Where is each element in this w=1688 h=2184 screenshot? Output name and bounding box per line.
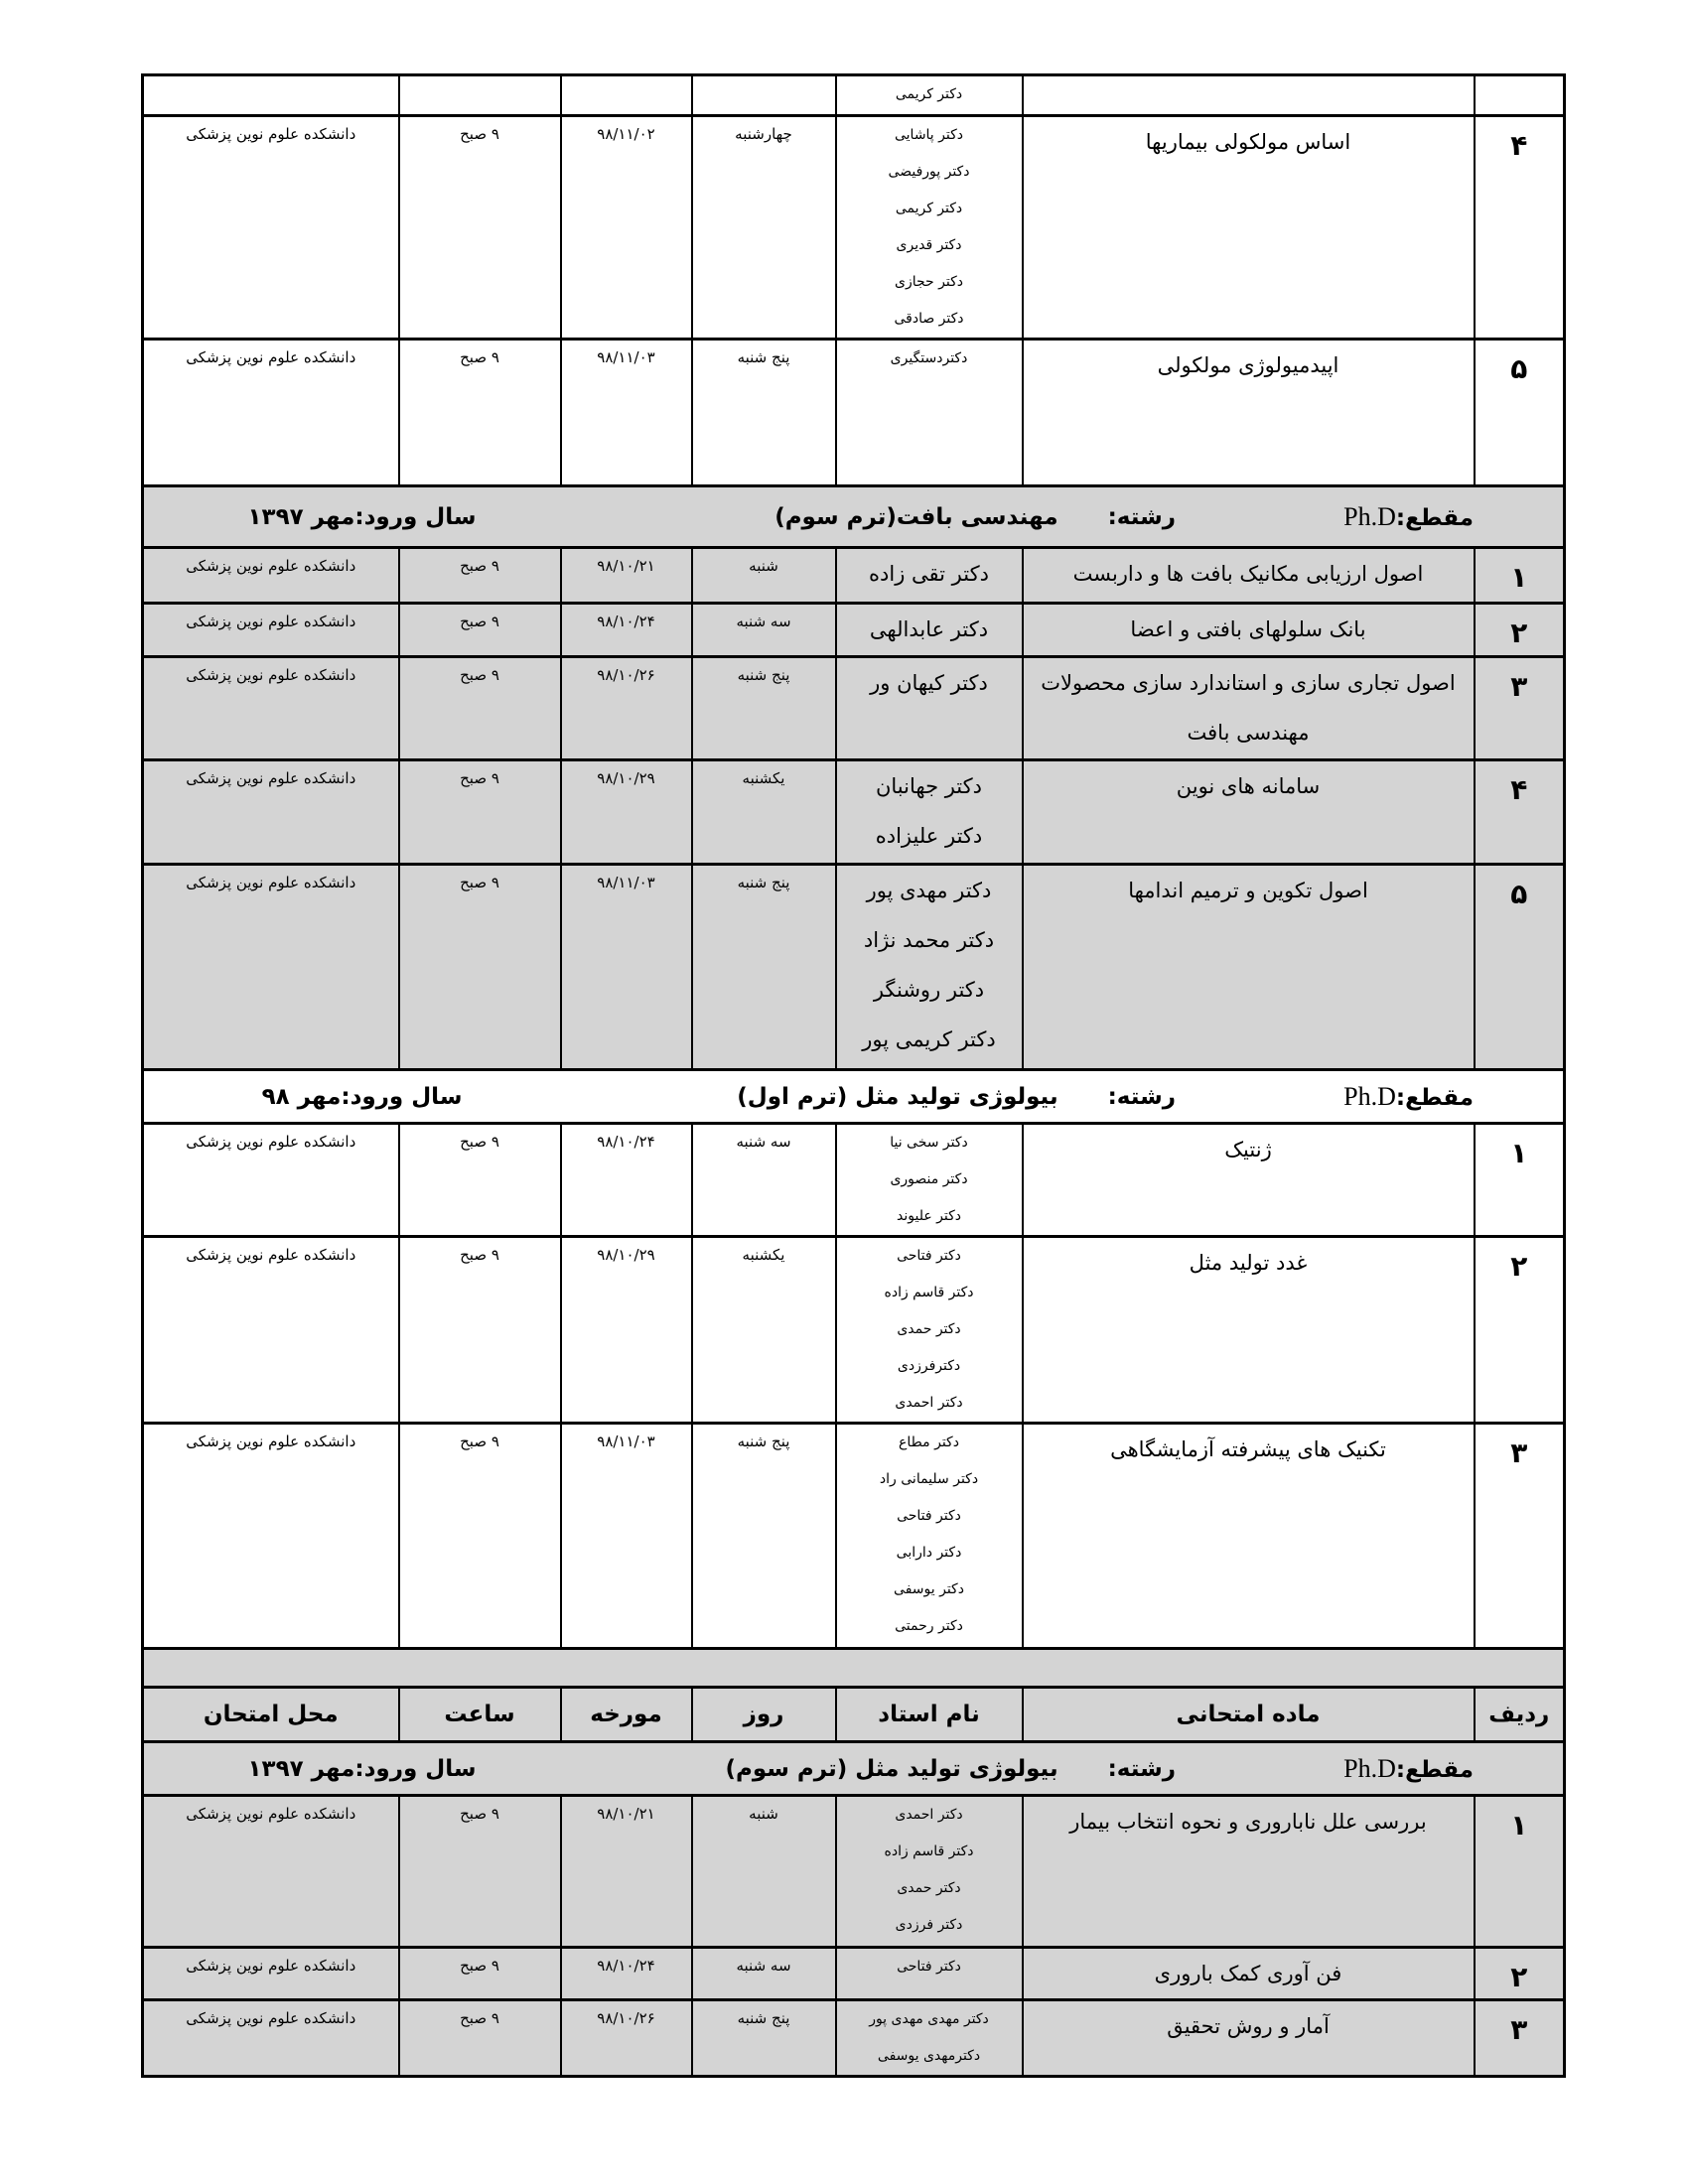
column-header: ساعت	[399, 1688, 561, 1742]
exam-location: دانشکده علوم نوین پزشکی	[143, 865, 399, 1070]
teacher-names	[836, 548, 1023, 604]
section-header-content	[144, 487, 1563, 546]
exam-time: ۹ صبح	[399, 116, 561, 340]
teacher-names	[836, 760, 1023, 865]
exam-time: ۹ صبح	[399, 604, 561, 657]
exam-day: شنبه	[692, 548, 836, 604]
exam-location: دانشکده علوم نوین پزشکی	[143, 1796, 399, 1948]
column-header-row	[143, 1688, 1565, 1742]
teacher-names	[836, 1424, 1023, 1649]
exam-subject	[1023, 75, 1475, 116]
exam-time: ۹ صبح	[399, 1237, 561, 1424]
teacher-names	[836, 1124, 1023, 1237]
exam-location: دانشکده علوم نوین پزشکی	[143, 548, 399, 604]
entry-year: سال ورود:مهر ۱۳۹۷	[247, 503, 477, 530]
exam-day: چهارشنبه	[692, 116, 836, 340]
degree-value: Ph.D	[1343, 501, 1396, 531]
teacher-name: دکتر جهانبان	[875, 774, 982, 798]
exam-subject: بانک سلولهای بافتی و اعضا	[1023, 604, 1475, 657]
section-header-cell	[143, 1070, 1565, 1124]
degree-label: مقطع:	[1395, 1756, 1474, 1783]
teacher-name: دکتر روشنگر	[873, 978, 985, 1002]
table-row	[143, 1424, 1565, 1649]
exam-time: ۹ صبح	[399, 760, 561, 865]
row-number: ۲	[1475, 604, 1565, 657]
teacher-name: دکتر پاشایی	[894, 127, 964, 143]
major-value: مهندسی بافت(ترم سوم)	[774, 503, 1058, 530]
degree-value: Ph.D	[1343, 1081, 1396, 1111]
teacher-name: دکتر حمدی	[897, 1321, 961, 1337]
exam-time: ۹ صبح	[399, 1796, 561, 1948]
teacher-name: دکتر رحمتی	[895, 1618, 963, 1634]
column-header: ماده امتحانی	[1023, 1688, 1475, 1742]
column-header: روز	[692, 1688, 836, 1742]
exam-time: ۹ صبح	[399, 1124, 561, 1237]
exam-day: سه شنبه	[692, 1948, 836, 2000]
exam-location: دانشکده علوم نوین پزشکی	[143, 1124, 399, 1237]
teacher-name: دکتر محمد نژاد	[863, 928, 995, 952]
exam-day: یکشنبه	[692, 760, 836, 865]
degree-label: مقطع:	[1395, 1084, 1474, 1111]
exam-time: ۹ صبح	[399, 657, 561, 760]
section-header-cell	[143, 486, 1565, 548]
row-number: ۲	[1475, 1948, 1565, 2000]
teacher-name: دکتر حمدی	[897, 1880, 961, 1896]
degree-field	[1176, 502, 1563, 532]
exam-date: ۹۸/۱۱/۰۳	[561, 340, 692, 486]
row-number: ۴	[1475, 116, 1565, 340]
exam-subject: اصول تکوین و ترمیم اندامها	[1023, 865, 1475, 1070]
teacher-name: دکتر قاسم زاده	[884, 1843, 974, 1859]
teacher-name: دکتر قاسم زاده	[884, 1285, 974, 1300]
exam-subject: غدد تولید مثل	[1023, 1237, 1475, 1424]
teacher-name: دکتر سلیمانی راد	[879, 1471, 979, 1487]
exam-location: دانشکده علوم نوین پزشکی	[143, 604, 399, 657]
teacher-name: دکتر قدیری	[896, 237, 962, 253]
exam-time: ۹ صبح	[399, 865, 561, 1070]
section-header-cell	[143, 1742, 1565, 1796]
section-header	[143, 486, 1565, 548]
exam-day: پنج شنبه	[692, 657, 836, 760]
exam-date: ۹۸/۱۰/۲۶	[561, 657, 692, 760]
exam-day: پنج شنبه	[692, 2000, 836, 2077]
exam-date: ۹۸/۱۰/۲۹	[561, 760, 692, 865]
teacher-name: دکتر حجازی	[895, 274, 963, 290]
row-number: ۳	[1475, 1424, 1565, 1649]
exam-day: سه شنبه	[692, 604, 836, 657]
major-label: رشته:	[1107, 1755, 1176, 1782]
exam-date: ۹۸/۱۱/۰۲	[561, 116, 692, 340]
degree-label: مقطع:	[1395, 504, 1474, 531]
teacher-name: دکتر فتاحی	[897, 1508, 961, 1524]
teacher-name: دکتر صادقی	[894, 311, 964, 327]
teacher-name: دکتردستگیری	[890, 350, 968, 366]
blank-row	[143, 1649, 1565, 1688]
row-number: ۱	[1475, 1124, 1565, 1237]
row-number: ۵	[1475, 865, 1565, 1070]
degree-field	[1176, 1754, 1563, 1784]
table-row	[143, 2000, 1565, 2077]
exam-day: یکشنبه	[692, 1237, 836, 1424]
exam-subject: اصول ارزیابی مکانیک بافت ها و داربست	[1023, 548, 1475, 604]
row-number: ۳	[1475, 2000, 1565, 2077]
teacher-name: دکتر احمدی	[895, 1395, 963, 1411]
teacher-name: دکترمهدی یوسفی	[877, 2048, 981, 2064]
exam-location: دانشکده علوم نوین پزشکی	[143, 1424, 399, 1649]
teacher-name: دکترفرزدی	[897, 1358, 961, 1374]
teacher-names	[836, 1237, 1023, 1424]
teacher-name: دکتر احمدی	[895, 1807, 963, 1823]
exam-subject: سامانه های نوین	[1023, 760, 1475, 865]
table-row	[143, 760, 1565, 865]
table-row	[143, 1948, 1565, 2000]
major-label: رشته:	[1107, 1083, 1176, 1110]
exam-date	[561, 75, 692, 116]
degree-value: Ph.D	[1343, 1753, 1396, 1783]
exam-location: دانشکده علوم نوین پزشکی	[143, 657, 399, 760]
exam-location: دانشکده علوم نوین پزشکی	[143, 340, 399, 486]
teacher-name: دکتر فتاحی	[897, 1959, 961, 1975]
exam-day: سه شنبه	[692, 1124, 836, 1237]
exam-time: ۹ صبح	[399, 548, 561, 604]
section-header	[143, 1070, 1565, 1124]
table-row	[143, 657, 1565, 760]
exam-time: ۹ صبح	[399, 1948, 561, 2000]
row-number: ۱	[1475, 1796, 1565, 1948]
row-number: ۴	[1475, 760, 1565, 865]
exam-subject: ژنتیک	[1023, 1124, 1475, 1237]
teacher-name: دکتر پورفیضی	[888, 164, 970, 180]
blank-cell	[143, 1649, 1565, 1688]
major-value: بیولوژی تولید مثل (ترم اول)	[737, 1083, 1058, 1110]
exam-date: ۹۸/۱۰/۲۶	[561, 2000, 692, 2077]
exam-date: ۹۸/۱۱/۰۳	[561, 865, 692, 1070]
major-field	[580, 1084, 1176, 1110]
teacher-name: دکتر مهدی پور	[866, 879, 992, 902]
exam-location: دانشکده علوم نوین پزشکی	[143, 1948, 399, 2000]
teacher-names	[836, 116, 1023, 340]
exam-location	[143, 75, 399, 116]
teacher-name: دکتر علیزاده	[875, 824, 983, 848]
exam-date: ۹۸/۱۰/۲۴	[561, 1948, 692, 2000]
exam-day: پنج شنبه	[692, 865, 836, 1070]
teacher-names	[836, 1796, 1023, 1948]
teacher-names	[836, 2000, 1023, 2077]
exam-date: ۹۸/۱۰/۲۱	[561, 548, 692, 604]
row-number: ۲	[1475, 1237, 1565, 1424]
teacher-name: دکتر سخی نیا	[890, 1135, 968, 1151]
exam-subject: فن آوری کمک باروری	[1023, 1948, 1475, 2000]
exam-date: ۹۸/۱۰/۲۹	[561, 1237, 692, 1424]
major-label: رشته:	[1107, 503, 1176, 530]
section-header-content	[144, 1743, 1563, 1794]
exam-date: ۹۸/۱۰/۲۱	[561, 1796, 692, 1948]
section-header-content	[144, 1071, 1563, 1122]
table-row	[143, 548, 1565, 604]
table-row	[143, 75, 1565, 116]
row-number: ۱	[1475, 548, 1565, 604]
exam-subject: بررسی علل ناباروری و نحوه انتخاب بیمار	[1023, 1796, 1475, 1948]
table-row	[143, 1796, 1565, 1948]
exam-time: ۹ صبح	[399, 340, 561, 486]
teacher-name: دکتر مهدی مهدی پور	[869, 2011, 989, 2027]
exam-location: دانشکده علوم نوین پزشکی	[143, 760, 399, 865]
exam-subject: اپیدمیولوژی مولکولی	[1023, 340, 1475, 486]
exam-time	[399, 75, 561, 116]
teacher-name: دکتر مطاع	[899, 1434, 959, 1450]
teacher-name: دکتر عابدالهی	[869, 617, 989, 641]
major-field	[580, 504, 1176, 530]
exam-subject: اصول تجاری سازی و استاندارد سازی محصولات مهندسی بافت	[1023, 657, 1475, 760]
column-header: نام استاد	[836, 1688, 1023, 1742]
teacher-name: دکتر فتاحی	[897, 1248, 961, 1264]
exam-location: دانشکده علوم نوین پزشکی	[143, 116, 399, 340]
column-header: مورخه	[561, 1688, 692, 1742]
exam-subject: اساس مولکولی بیماریها	[1023, 116, 1475, 340]
teacher-names	[836, 604, 1023, 657]
teacher-name: دکتر فرزدی	[895, 1917, 963, 1933]
major-value: بیولوژی تولید مثل (ترم سوم)	[725, 1755, 1058, 1782]
exam-subject: آمار و روش تحقیق	[1023, 2000, 1475, 2077]
teacher-name: دکتر یوسفی	[894, 1581, 964, 1597]
entry-year: سال ورود:مهر ۹۸	[261, 1083, 463, 1110]
entry-year: سال ورود:مهر ۱۳۹۷	[247, 1755, 477, 1782]
column-header: ردیف	[1475, 1688, 1565, 1742]
exam-date: ۹۸/۱۰/۲۴	[561, 604, 692, 657]
degree-field	[1176, 1082, 1563, 1112]
exam-day: پنج شنبه	[692, 340, 836, 486]
table-row	[143, 865, 1565, 1070]
teacher-names	[836, 340, 1023, 486]
exam-location: دانشکده علوم نوین پزشکی	[143, 2000, 399, 2077]
exam-day: شنبه	[692, 1796, 836, 1948]
row-number: ۵	[1475, 340, 1565, 486]
table-row	[143, 116, 1565, 340]
exam-day	[692, 75, 836, 116]
teacher-name: دکتر کیهان ور	[870, 671, 988, 695]
teacher-name: دکتر کریمی	[895, 201, 963, 216]
teacher-name: دکتر تقی زاده	[869, 562, 989, 586]
table-row	[143, 604, 1565, 657]
teacher-name: دکتر دارابی	[896, 1545, 962, 1561]
teacher-names	[836, 1948, 1023, 2000]
exam-time: ۹ صبح	[399, 1424, 561, 1649]
column-header: محل امتحان	[143, 1688, 399, 1742]
teacher-name: دکتر کریمی	[895, 86, 963, 102]
exam-location: دانشکده علوم نوین پزشکی	[143, 1237, 399, 1424]
row-number	[1475, 75, 1565, 116]
teacher-names	[836, 865, 1023, 1070]
teacher-name: دکتر کریمی پور	[862, 1027, 996, 1051]
teacher-name: دکتر علیوند	[897, 1208, 961, 1224]
exam-date: ۹۸/۱۱/۰۳	[561, 1424, 692, 1649]
exam-time: ۹ صبح	[399, 2000, 561, 2077]
teacher-names	[836, 657, 1023, 760]
exam-date: ۹۸/۱۰/۲۴	[561, 1124, 692, 1237]
section-header	[143, 1742, 1565, 1796]
teacher-names	[836, 75, 1023, 116]
major-field	[580, 1756, 1176, 1782]
exam-subject: تکنیک های پیشرفته آزمایشگاهی	[1023, 1424, 1475, 1649]
teacher-name: دکتر منصوری	[890, 1171, 968, 1187]
table-row	[143, 340, 1565, 486]
exam-day: پنج شنبه	[692, 1424, 836, 1649]
table-row	[143, 1237, 1565, 1424]
row-number: ۳	[1475, 657, 1565, 760]
exam-schedule-table	[141, 73, 1566, 2078]
table-row	[143, 1124, 1565, 1237]
